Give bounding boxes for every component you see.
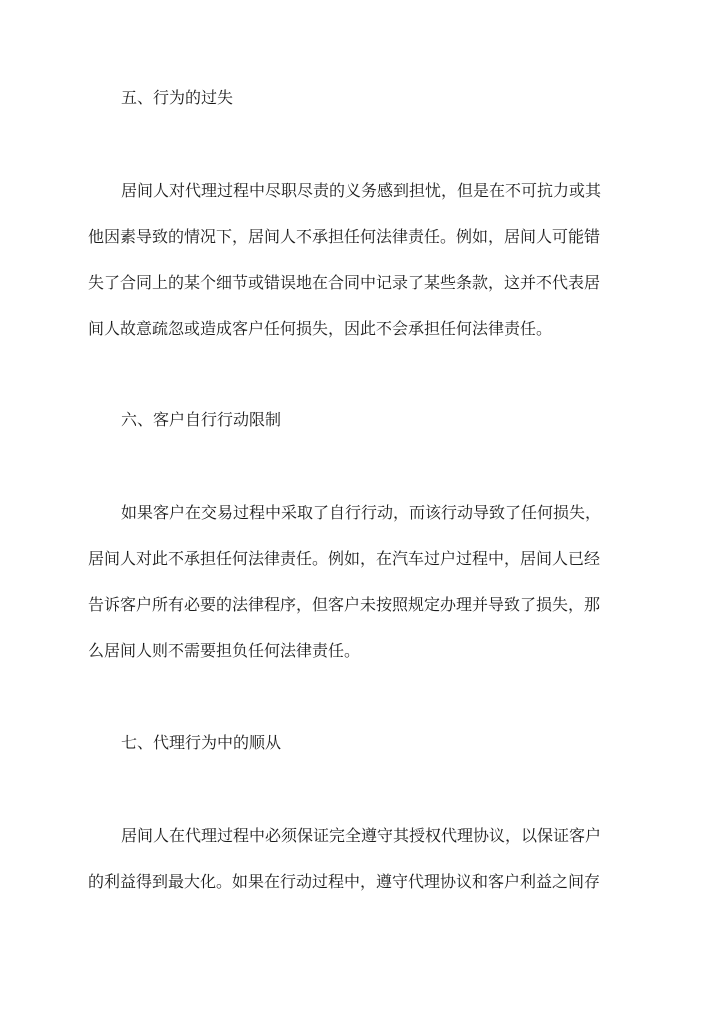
- paragraph-line: 间人故意疏忽或造成客户任何损失，因此不会承担任何法律责任。: [88, 319, 553, 338]
- paragraph-line: 居间人在代理过程中必须保证完全遵守其授权代理协议，以保证客户: [121, 826, 602, 845]
- paragraph-line: 如果客户在交易过程中采取了自行行动，而该行动导致了任何损失，: [121, 503, 602, 522]
- paragraph-line: 么居间人则不需要担负任何法律责任。: [88, 641, 361, 660]
- section-heading: 七、代理行为中的顺从: [121, 733, 282, 752]
- section-heading: 五、行为的过失: [121, 88, 234, 107]
- paragraph-line: 居间人对代理过程中尽职尽责的义务感到担忧，但是在不可抗力或其: [121, 181, 602, 200]
- paragraph-line: 居间人对此不承担任何法律责任。例如，在汽车过户过程中，居间人已经: [88, 549, 601, 568]
- section-heading: 六、客户自行行动限制: [121, 410, 282, 429]
- paragraph-line: 告诉客户所有必要的法律程序，但客户未按照规定办理并导致了损失，那: [88, 595, 601, 614]
- paragraph-line: 他因素导致的情况下，居间人不承担任何法律责任。例如，居间人可能错: [88, 227, 601, 246]
- paragraph-line: 的利益得到最大化。如果在行动过程中，遵守代理协议和客户利益之间存: [88, 872, 601, 891]
- paragraph-line: 失了合同上的某个细节或错误地在合同中记录了某些条款，这并不代表居: [88, 273, 601, 292]
